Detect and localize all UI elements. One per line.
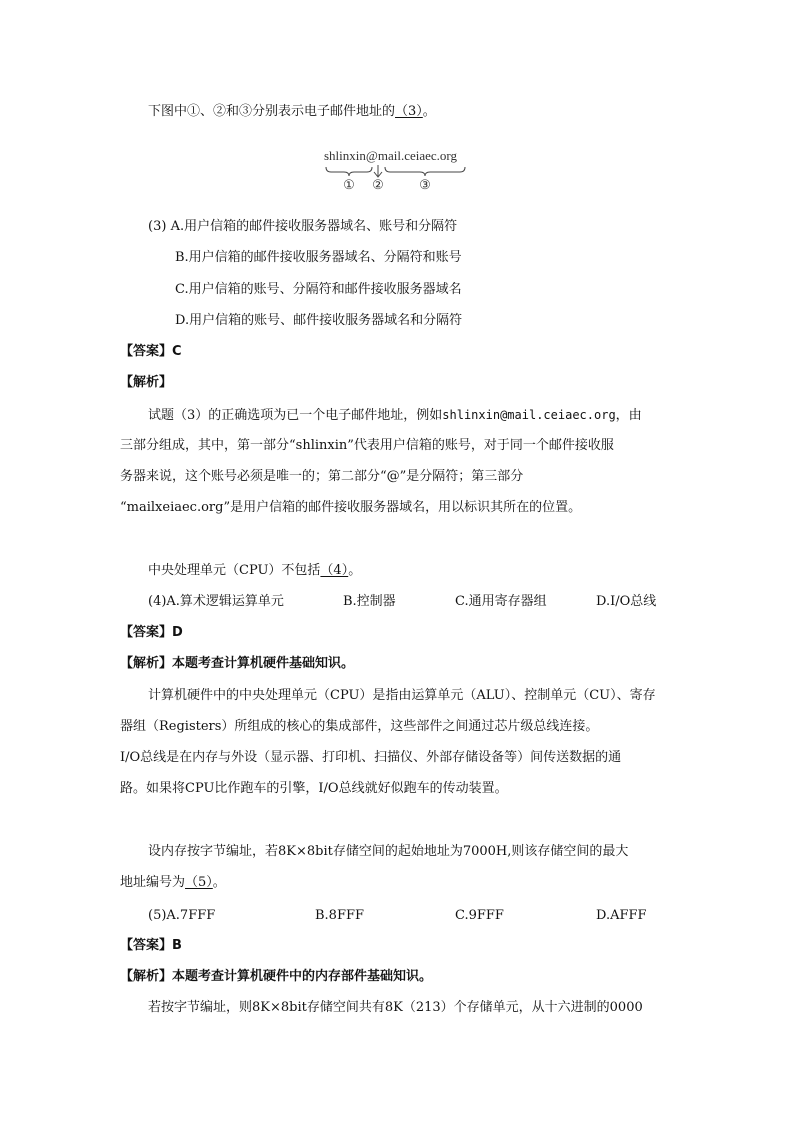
q4-analysis-line-1: 计算机硬件中的中央处理单元（CPU）是指由运算单元（ALU）、控制单元（CU）、寄存 (148, 688, 656, 703)
q5-option-d: D.AFFF (596, 908, 647, 923)
brace-1 (326, 167, 372, 176)
q4-stem: 中央处理单元（CPU）不包括（4）。 (148, 563, 362, 578)
brace-3 (385, 167, 465, 176)
q3-answer: 【答案】C (120, 344, 182, 359)
q3-analysis-label: 【解析】 (120, 375, 173, 390)
q5-analysis-line-1: 若按字节编址，则8K×8bit存储空间共有8K（213）个存储单元，从十六进制的0000 (148, 1000, 643, 1015)
q4-analysis-line-2: 器组（Registers）所组成的核心的集成部件，这些部件之间通过芯片级总线连接。 (120, 719, 599, 734)
q4-option-c: C.通用寄存器组 (455, 594, 547, 609)
q3-option-d: D.用户信箱的账号、邮件接收服务器域名和分隔符 (175, 313, 463, 328)
q3-analysis-line-3: 务器来说，这个账号必须是唯一的；第二部分“@”是分隔符；第三部分 (120, 469, 524, 484)
q5-analysis-heading: 【解析】本题考查计算机硬件中的内存部件基础知识。 (120, 969, 433, 984)
q3-option-a: (3) A.用户信箱的邮件接收服务器域名、账号和分隔符 (148, 219, 458, 234)
q4-analysis-heading: 【解析】本题考查计算机硬件基础知识。 (120, 656, 355, 671)
mark-1: ① (343, 178, 355, 193)
mark-2: ② (372, 178, 384, 193)
q4-analysis-line-4: 路。如果将CPU比作跑车的引擎，I/O总线就好似跑车的传动装置。 (120, 781, 508, 796)
q5-stem-line-2: 地址编号为（5）。 (120, 875, 226, 890)
q3-option-b: B.用户信箱的邮件接收服务器域名、分隔符和账号 (175, 250, 462, 265)
q4-analysis-line-3: I/O总线是在内存与外设（显示器、打印机、扫描仪、外部存储设备等）间传送数据的通 (120, 750, 622, 765)
q4-blank: （4） (320, 563, 349, 578)
q3-blank: （3） (395, 104, 423, 119)
q3-analysis-line-4: “mailxeiaec.org”是用户信箱的邮件接收服务器域名，用以标识其所在的位置。 (120, 500, 582, 515)
q4-option-a: (4)A.算术逻辑运算单元 (148, 594, 284, 609)
q4-option-b: B.控制器 (343, 594, 396, 609)
email-address-diagram (318, 145, 478, 195)
mark-3: ③ (419, 178, 431, 193)
q4-answer: 【答案】D (120, 625, 183, 640)
q5-blank: （5） (185, 875, 213, 890)
email-text: shlinxin@mail.ceiaec.org (324, 148, 458, 163)
q5-option-a: (5)A.7FFF (148, 908, 216, 923)
q5-answer: 【答案】B (120, 938, 182, 953)
q3-analysis-line-2: 三部分组成，其中，第一部分“shlinxin”代表用户信箱的账号，对于同一个邮件接收服 (120, 438, 614, 453)
q5-stem-line-1: 设内存按字节编址，若8K×8bit存储空间的起始地址为7000H,则该存储空间的最大 (148, 844, 629, 859)
q3-stem: 下图中①、②和③分别表示电子邮件地址的（3）。 (148, 104, 436, 119)
q4-option-d: D.I/O总线 (596, 594, 657, 609)
q3-option-c: C.用户信箱的账号、分隔符和邮件接收服务器域名 (175, 282, 462, 297)
q5-option-c: C.9FFF (455, 908, 504, 923)
q3-analysis-line-1: 试题（3）的正确选项为已一个电子邮件地址，例如shlinxin@mail.ceiaec.org，由 (148, 408, 642, 423)
q5-option-b: B.8FFF (315, 908, 365, 923)
